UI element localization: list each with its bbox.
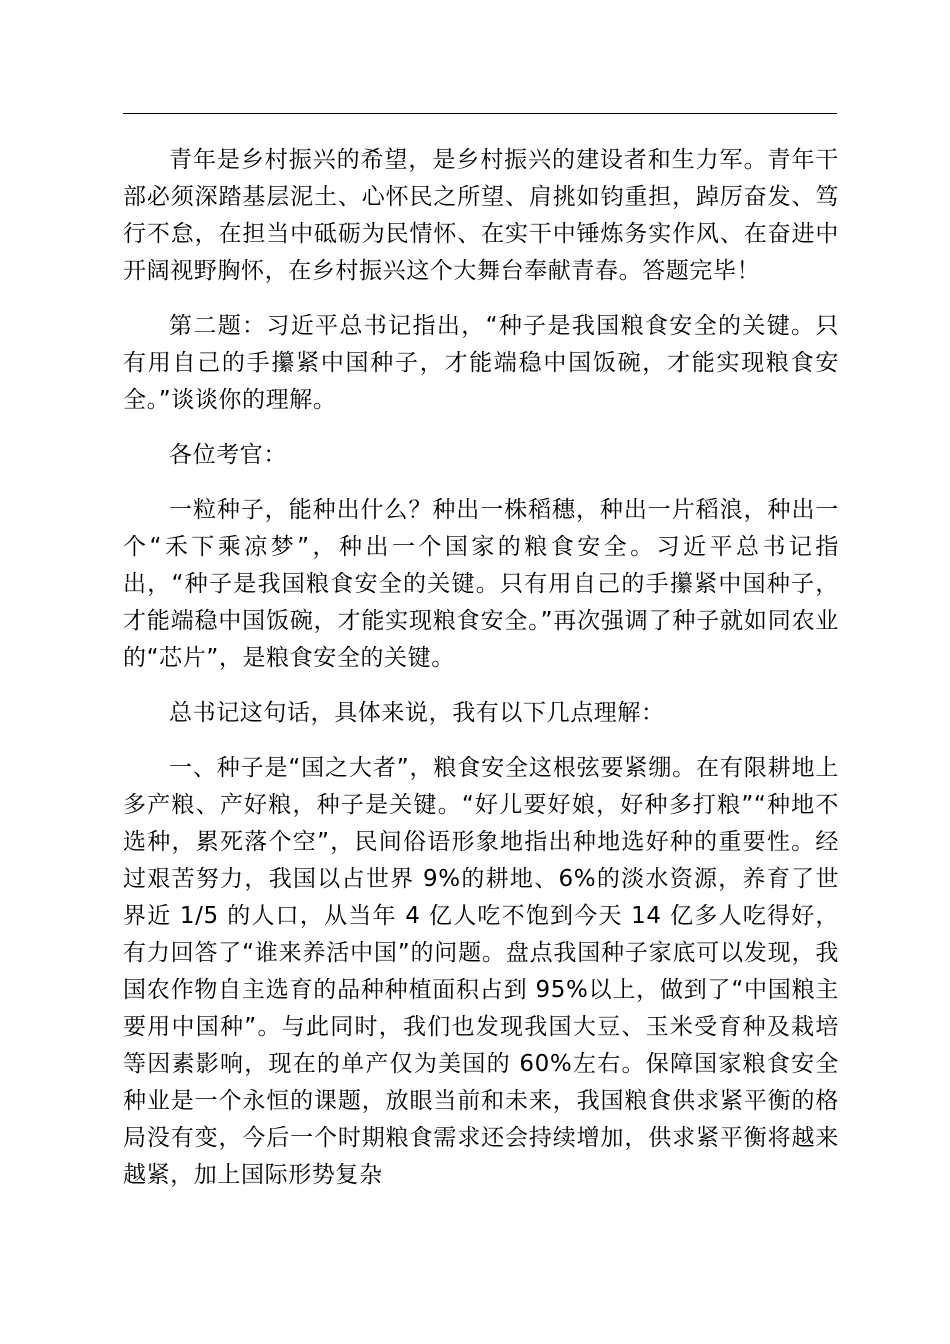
paragraph: 青年是乡村振兴的希望，是乡村振兴的建设者和生力军。青年干部必须深踏基层泥土、心怀民之所望、肩挑如钧重担，踔厉奋发、笃行不怠，在担当中砥砺为民情怀、在实干中锤炼务实作风、在奋进中开阔视野胸怀，在乡村振兴这个大舞台奉献青春。答题完毕！ — [123, 147, 839, 284]
paragraph: 总书记这句话，具体来说，我有以下几点理解： — [169, 700, 665, 726]
paragraph: 一、种子是“国之大者”，粮食安全这根弦要紧绷。在有限耕地上多产粮、产好粮，种子是关键。“好儿要好娘，好种多打粮”“种地不选种，累死落个空”，民间俗语形象地指出种地选好种的重要性。经过艰苦努力，我国以占世界 9%的耕地、6%的淡水资源，养育了世界近 1/5 的人口，从当年 4 亿人吃不饱到今天 14 亿多人吃得好，有力回答了“谁来养活中国”的问题。盘点我国种子家底可以发现，我国农作物自主选育的品种种植面积占到 95%以上，做到了“中国粮主要用中国种”。与此同时，我们也发现我国大豆、玉米受育种及栽培等因素影响，现在的单产仅为美国的 60%左右。保障国家粮食安全种业是一个永恒的课题，放眼当前和未来，我国粮食供求紧平衡的格局没有变，今后一个时期粮食需求还会持续增加，供求紧平衡将越来越紧，加上国际形势复杂 — [123, 755, 839, 1188]
document-body — [123, 142, 839, 1212]
paragraph: 各位考官： — [169, 442, 287, 468]
paragraph: 第二题：习近平总书记指出，“种子是我国粮食安全的关键。只有用自己的手攥紧中国种子，才能端稳中国饭碗，才能实现粮食安全。”谈谈你的理解。 — [123, 313, 839, 413]
paragraph: 一粒种子，能种出什么？种出一株稻穗，种出一片稻浪，种出一个“禾下乘凉梦”，种出一个国家的粮食安全。习近平总书记指出，“种子是我国粮食安全的关键。只有用自己的手攥紧中国种子，才能端稳中国饭碗，才能实现粮食安全。”再次强调了种子就如同农业的“芯片”，是粮食安全的关键。 — [123, 497, 839, 671]
header-rule — [123, 113, 837, 114]
